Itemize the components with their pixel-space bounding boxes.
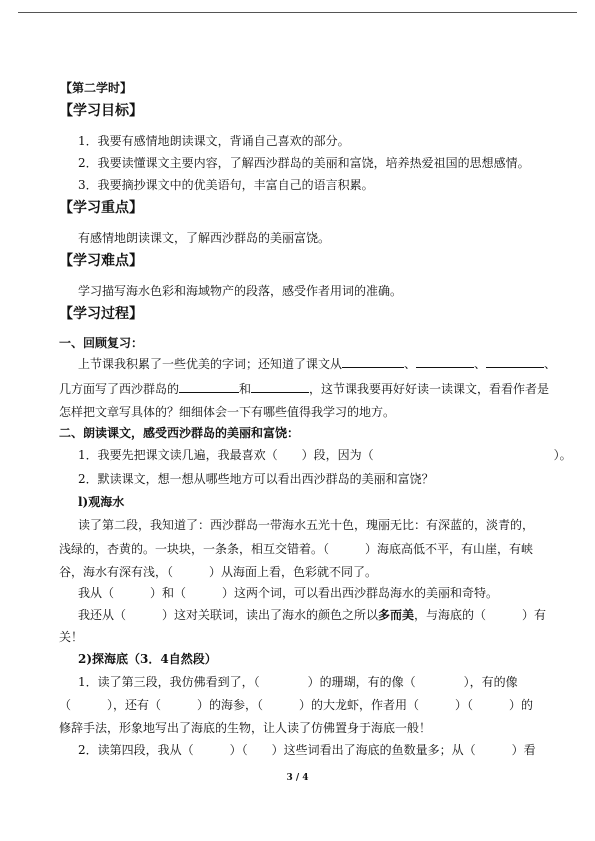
question-1: 1．我要先把课文读几遍，我最喜欢（ ）段，因为（ ）。 <box>78 448 572 462</box>
sea-floor-line: 修辞手法，形象地写出了海底的生物，让人读了仿佛置身于海底一般！ <box>59 721 432 735</box>
answer-blank <box>179 382 239 393</box>
lesson-label: 【第二学时】 <box>60 81 133 95</box>
objective-item: 2．我要读懂课文主要内容，了解西沙群岛的美丽和富饶，培养热爱祖国的思想感情。 <box>78 156 530 170</box>
keypoint-heading: 【学习重点】 <box>59 200 143 216</box>
sea-water-line: 我还从（ ）这对关联词，读出了海水的颜色之所以多而美，与海底的（ ）有 <box>78 608 547 622</box>
page-number: 3 / 4 <box>286 773 309 783</box>
review-line-3: 怎样把文章写具体的？细细体会一下有哪些值得我学习的地方。 <box>59 405 396 419</box>
sea-water-line: 我从（ ）和（ ）这两个词，可以看出西沙群岛海水的美丽和奇特。 <box>78 586 499 600</box>
objective-item: 3．我要摘抄课文中的优美语句，丰富自己的语言积累。 <box>78 178 374 192</box>
subsection-sea-water: l)观海水 <box>78 495 125 509</box>
review-line-2: 几方面写了西沙群岛的 和 ，这节课我要再好好读一读课文，看看作者是 <box>59 382 550 396</box>
sea-floor-line: （ ），还有（ ）的海参，（ ）的大龙虾，作者用（ ）（ ）的 <box>59 698 534 712</box>
sea-water-line: 关！ <box>59 630 84 644</box>
review-line-1: 上节课我积累了一些优美的字词；还知道了课文从 、 、 、 <box>78 357 557 371</box>
objectives-heading: 【学习目标】 <box>59 103 143 119</box>
section-2-title: 二、朗读课文，感受西沙群岛的美丽和富饶： <box>59 426 300 440</box>
subsection-sea-floor: 2)探海底（3．4自然段） <box>78 652 217 666</box>
sea-water-line: 浅绿的，杏黄的。一块块，一条条，相互交错着。（ ）海底高低不平，有山崖，有峡 <box>59 542 534 556</box>
answer-blank <box>486 357 544 368</box>
difficulty-text: 学习描写海水色彩和海域物产的段落，感受作者用词的准确。 <box>78 284 403 298</box>
section-1-title: 一、回顾复习： <box>59 336 144 350</box>
process-heading: 【学习过程】 <box>59 306 143 322</box>
difficulty-heading: 【学习难点】 <box>59 253 143 269</box>
answer-blank <box>251 382 309 393</box>
header-rule <box>18 12 577 13</box>
objective-item: 1．我要有感情地朗读课文，背诵自己喜欢的部分。 <box>78 134 350 148</box>
keypoint-text: 有感情地朗读课文，了解西沙群岛的美丽富饶。 <box>78 231 331 245</box>
sea-water-line: 读了第二段，我知道了：西沙群岛一带海水五光十色，瑰丽无比：有深蓝的，淡青的， <box>78 518 535 532</box>
answer-blank <box>342 357 404 368</box>
sea-floor-line: 1．读了第三段，我仿佛看到了，（ ）的珊瑚，有的像（ ），有的像 <box>78 675 518 689</box>
answer-blank <box>416 357 474 368</box>
sea-water-line: 谷，海水有深有浅，（ ）从海面上看，色彩就不同了。 <box>59 565 378 579</box>
question-2: 2．默读课文，想一想从哪些地方可以看出西沙群岛的美丽和富饶？ <box>78 472 434 486</box>
sea-floor-line: 2．读第四段，我从（ ）（ ）这些词看出了海底的鱼数量多；从（ ）看 <box>78 743 536 757</box>
